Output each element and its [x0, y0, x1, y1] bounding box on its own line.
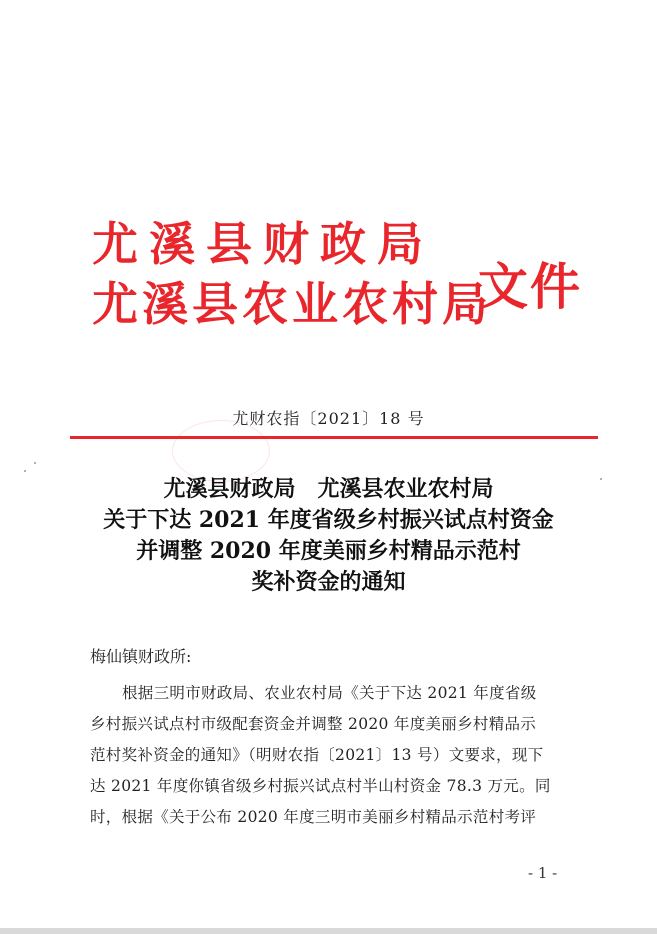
- title-line-4: 奖补资金的通知: [251, 569, 406, 595]
- document-type-label: 文件: [478, 257, 582, 316]
- title-line-1: 尤溪县财政局 尤溪县农业农村局: [163, 476, 494, 502]
- issuer-name-agriculture-bureau: 尤溪县农业农村局: [92, 277, 492, 331]
- body-paragraph: [90, 678, 580, 833]
- scan-speck: [34, 462, 36, 464]
- title-line-3: 并调整 2020 年度美丽乡村精品示范村: [136, 538, 521, 564]
- issuer-header: [92, 214, 492, 334]
- body-line: 乡村振兴试点村市级配套资金并调整 2020 年度美丽乡村精品示: [90, 715, 537, 733]
- red-divider-line: [70, 436, 598, 439]
- body-line: 达 2021 年度你镇省级乡村振兴试点村半山村资金 78.3 万元。同: [90, 777, 551, 795]
- document-number: 尤财农指〔2021〕18 号: [232, 409, 425, 428]
- body-line: 时，根据《关于公布 2020 年度三明市美丽乡村精品示范村考评: [90, 808, 537, 826]
- notice-title: [0, 474, 657, 598]
- page-number: - 1 -: [528, 864, 558, 882]
- faint-seal-mark: [172, 420, 270, 482]
- recipient-line: 梅仙镇财政所:: [90, 647, 192, 666]
- body-line: 根据三明市财政局、农业农村局《关于下达 2021 年度省级: [122, 684, 537, 702]
- scan-speck: [24, 470, 26, 472]
- scan-speck: [600, 478, 602, 480]
- page-bottom-edge: [0, 928, 657, 934]
- body-line: 范村奖补资金的通知》（明财农指〔2021〕13 号）文要求，现下: [90, 746, 544, 764]
- issuer-name-finance-bureau: 尤溪县财政局: [92, 217, 434, 271]
- title-line-2: 关于下达 2021 年度省级乡村振兴试点村资金: [103, 507, 554, 533]
